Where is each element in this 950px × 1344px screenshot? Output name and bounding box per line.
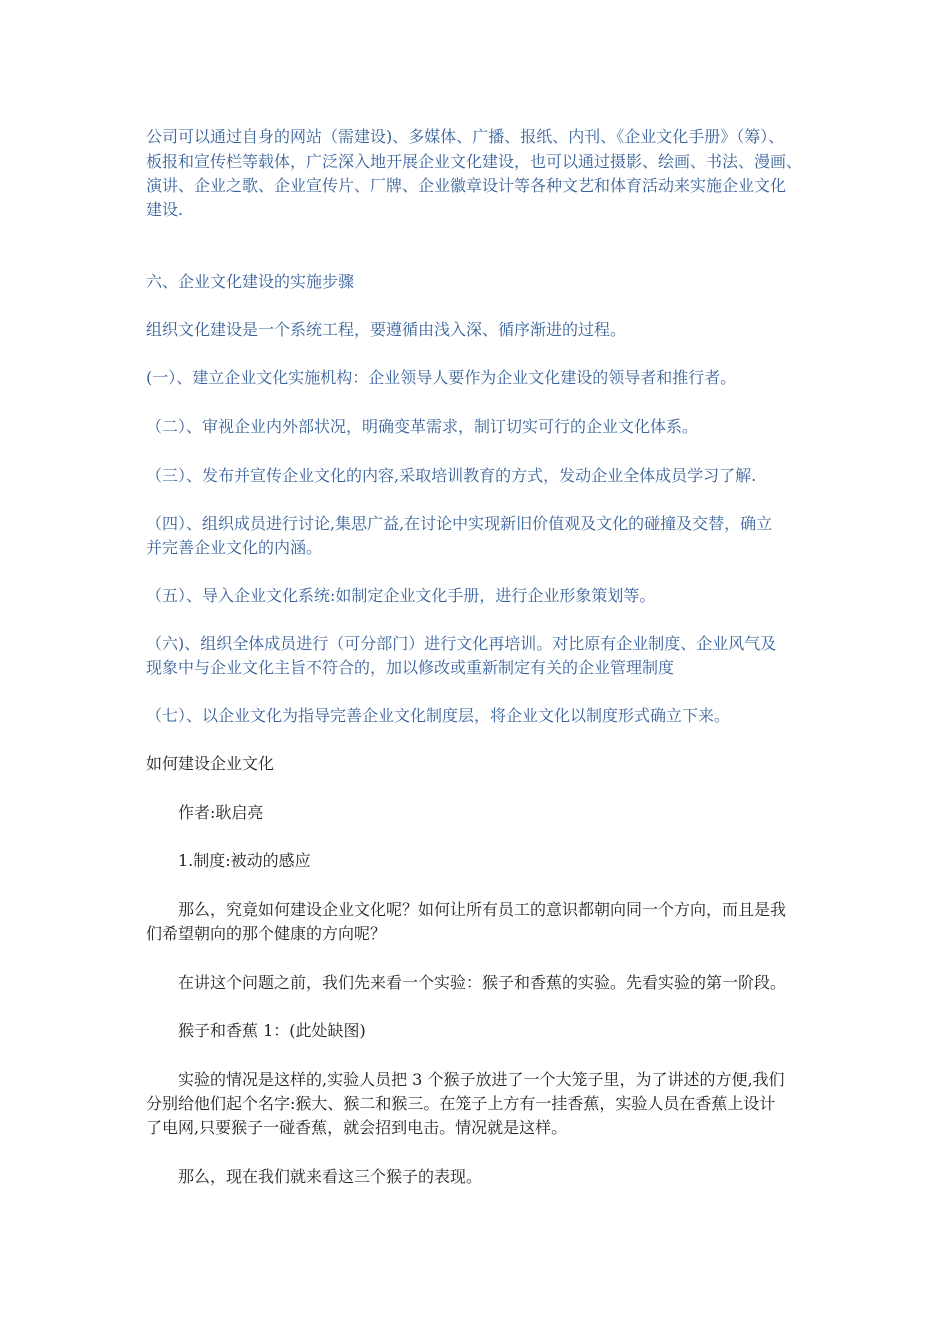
intro-line-3: 演讲、企业之歌、企业宣传片、厂牌、企业徽章设计等各种文艺和体育活动来实施企业文化 [146, 176, 787, 195]
paragraph-3-line-3: 了电网,只要猴子一碰香蕉，就会招到电击。情况就是这样。 [146, 1118, 568, 1137]
paragraph-2: 在讲这个问题之前，我们先来看一个实验：猴子和香蕉的实验。先看实验的第一阶段。 [178, 973, 787, 992]
paragraph-4: 那么，现在我们就来看这三个猴子的表现。 [178, 1167, 483, 1186]
step-4-line-1: （四）、组织成员进行讨论,集思广益,在讨论中实现新旧价值观及文化的碰撞及交替，确立 [146, 514, 773, 533]
step-1: (一）、建立企业文化实施机构：企业领导人要作为企业文化建设的领导者和推行者。 [146, 368, 737, 387]
step-6-line-2: 现象中与企业文化主旨不符合的，加以修改或重新制定有关的企业管理制度 [146, 658, 675, 677]
paragraph-1-line-2: 们希望朝向的那个健康的方向呢？ [146, 924, 387, 943]
step-3: （三）、发布并宣传企业文化的内容,采取培训教育的方式，发动企业全体成员学习了解. [146, 466, 757, 485]
paragraph-3-line-2: 分别给他们起个名字:猴大、猴二和猴三。在笼子上方有一挂香蕉，实验人员在香蕉上设计 [146, 1094, 776, 1113]
step-5: （五）、导入企业文化系统:如制定企业文化手册，进行企业形象策划等。 [146, 586, 656, 605]
paragraph-1-line-1: 那么，究竟如何建设企业文化呢？如何让所有员工的意识都朝向同一个方向，而且是我 [178, 900, 787, 919]
article-author: 作者:耿启亮 [178, 803, 264, 822]
paragraph-3-line-1: 实验的情况是这样的,实验人员把 3 个猴子放进了一个大笼子里，为了讲述的方便,我们 [178, 1070, 785, 1089]
section-lead: 组织文化建设是一个系统工程，要遵循由浅入深、循序渐进的过程。 [146, 320, 627, 339]
step-4-line-2: 并完善企业文化的内涵。 [146, 538, 323, 557]
intro-line-1: 公司可以通过自身的网站（需建设)、多媒体、广播、报纸、内刊、《企业文化手册》（筹）、 [146, 127, 785, 146]
step-2: （二）、审视企业内外部状况，明确变革需求，制订切实可行的企业文化体系。 [146, 417, 699, 436]
article-subhead: 1.制度:被动的感应 [178, 851, 311, 870]
intro-line-2: 板报和宣传栏等载体，广泛深入地开展企业文化建设，也可以通过摄影、绘画、书法、漫画、 [146, 152, 803, 171]
intro-line-4: 建设. [146, 200, 184, 219]
section-heading: 六、企业文化建设的实施步骤 [146, 272, 355, 291]
step-7: （七）、以企业文化为指导完善企业文化制度层，将企业文化以制度形式确立下来。 [146, 706, 731, 725]
article-title: 如何建设企业文化 [146, 754, 275, 773]
step-6-line-1: （六)、组织全体成员进行（可分部门）进行文化再培训。对比原有企业制度、企业风气及 [146, 634, 777, 653]
figure-note: 猴子和香蕉 1：(此处缺图) [178, 1021, 366, 1040]
